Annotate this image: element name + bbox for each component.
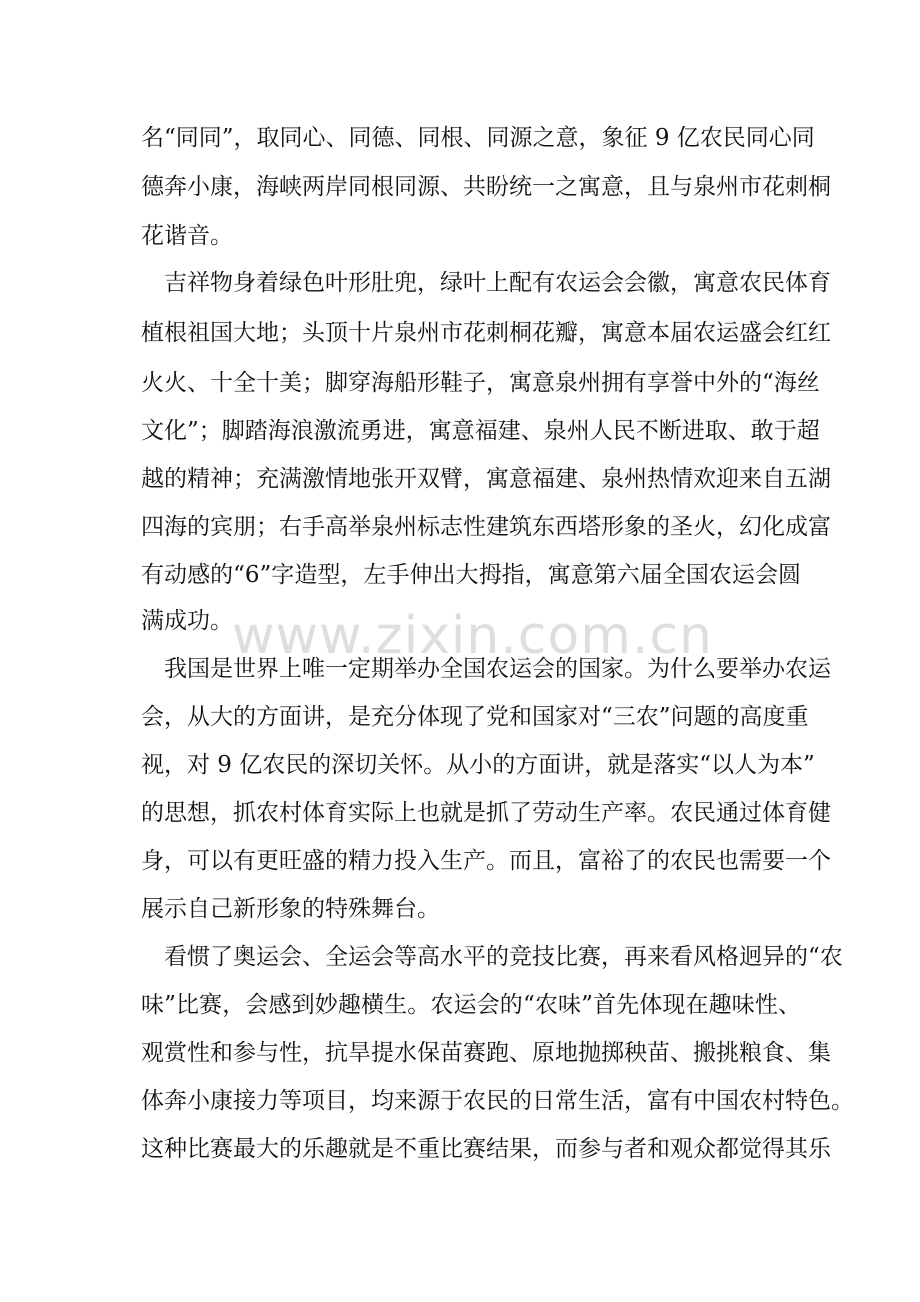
text-line: 身，可以有更旺盛的精力投入生产。而且，富裕了的农民也需要一个: [141, 848, 831, 874]
text-line: 有动感的“6”字造型，左手伸出大拇指，寓意第六届全国农运会圆: [141, 562, 801, 588]
text-line: 植根祖国大地；头顶十片泉州市花刺桐花瓣，寓意本届农运盛会红红: [141, 320, 831, 346]
text-line: 的思想，抓农村体育实际上也就是抓了劳动生产率。农民通过体育健: [141, 800, 831, 826]
text-line: 吉祥物身着绿色叶形肚兜，绿叶上配有农运会会徽，寓意农民体育: [164, 270, 831, 296]
text-line: 火火、十全十美；脚穿海船形鞋子，寓意泉州拥有享誉中外的“海丝: [141, 370, 820, 396]
text-line: 四海的宾朋；右手高举泉州标志性建筑东西塔形象的圣火，幻化成富: [141, 514, 831, 540]
text-line: 会，从大的方面讲，是充分体现了党和国家对“三农”问题的高度重: [141, 704, 809, 730]
text-line: 味”比赛，会感到妙趣横生。农运会的“农味”首先体现在趣味性、: [141, 992, 801, 1018]
text-line: 展示自己新形象的特殊舞台。: [141, 896, 440, 922]
text-line: 体奔小康接力等项目，均来源于农民的日常生活，富有中国农村特色。: [141, 1088, 854, 1114]
text-line: 视，对 9 亿农民的深切关怀。从小的方面讲，就是落实“以人为本”: [141, 752, 815, 778]
text-line: 文化”；脚踏海浪激流勇进，寓意福建、泉州人民不断进取、敢于超: [141, 418, 820, 444]
text-line: 名“同同”，取同心、同德、同根、同源之意，象征 9 亿农民同心同: [141, 125, 815, 151]
text-line: 观赏性和参与性，抗旱提水保苗赛跑、原地抛掷秧苗、搬挑粮食、集: [141, 1040, 831, 1066]
text-line: 越的精神；充满激情地张开双臂，寓意福建、泉州热情欢迎来自五湖: [141, 466, 831, 492]
text-line: 这种比赛最大的乐趣就是不重比赛结果，而参与者和观众都觉得其乐: [141, 1136, 831, 1162]
text-line: 我国是世界上唯一定期举办全国农运会的国家。为什么要举办农运: [164, 656, 831, 682]
text-line: 看惯了奥运会、全运会等高水平的竞技比赛，再来看风格迥异的“农: [164, 944, 843, 970]
watermark: www.zixin.com.cn: [232, 606, 713, 666]
text-line: 满成功。: [141, 608, 233, 634]
text-line: 花谐音。: [141, 223, 233, 249]
text-line: 德奔小康，海峡两岸同根同源、共盼统一之寓意，且与泉州市花刺桐: [141, 174, 831, 200]
